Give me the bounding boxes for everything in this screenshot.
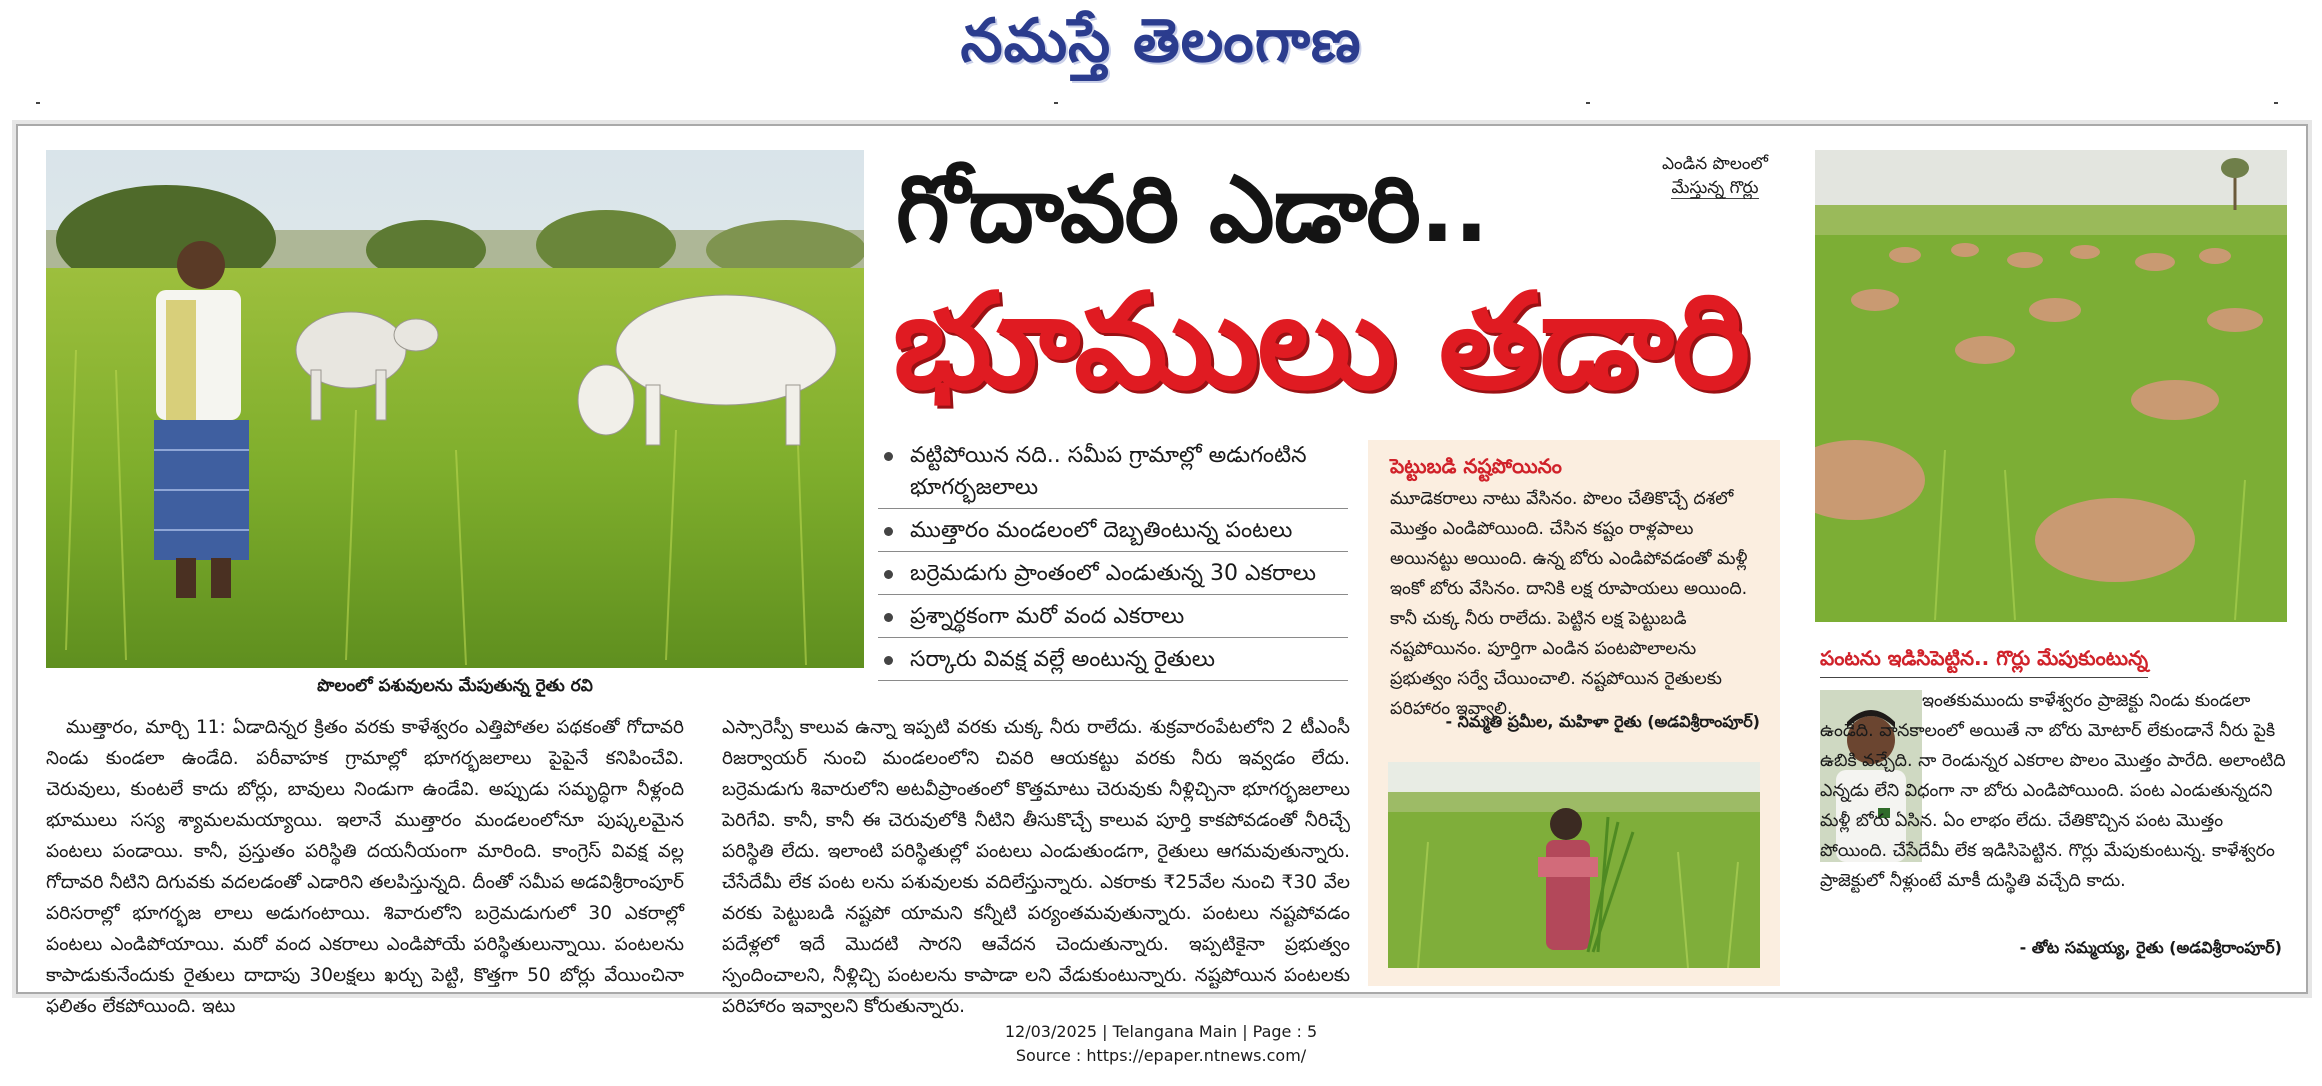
main-photo-caption: పొలంలో పశువులను మేపుతున్న రైతు రవి [317, 676, 593, 696]
woman-farmer-image [1388, 762, 1760, 968]
goats-field-image [1815, 150, 2287, 622]
quote-box-title: పెట్టుబడి నష్టపోయినం [1390, 454, 1562, 478]
side-photo-caption [1640, 152, 1790, 200]
right-box-title: పంటను ఇడిసిపెట్టిన.. గొర్లు మేపుకుంటున్న [1820, 646, 2148, 678]
masthead-logo: నమస్తే తెలంగాణ [960, 6, 1362, 76]
divider-tick [1586, 102, 1590, 104]
article-column-2: ఎస్సారెస్పీ కాలువ ఉన్నా ఇప్పటి వరకు చుక్క నీరు రాలేదు. శుక్రవారంపేటలోని 2 టీఎంసీ రిజర్వాయర్ నుంచి మండలంలోని చివరి ఆయకట్టు వరకు నీరు ఇవ్వడం లేదు. బర్రెమడుగు శివారులోని అటవీప్రాంతంలో కొత్తమాటు చెరువుకు నీళ్లిచ్చినా భూగర్భజలాలు పెరిగేవి. కానీ, కానీ ఈ చెరువులోకి నీటిని తీసుకొచ్చే కాలువ పూర్తి కాకపోవడంతో నీరిచ్చే పరిస్థితి లేదు. ఇలాంటి పరిస్థితుల్లో పంటలు ఎండుతుండగా, రైతులు ఆగమవుతున్నారు. చేసేదేమీ లేక పంట లను పశువులకు వదిలేస్తున్నారు. ఎకరాకు ₹25వేల నుంచి ₹30 వేల వరకు పెట్టుబడి నష్టపో యామని కన్నీటి పర్యంతమవుతున్నారు. పంటలు నష్టపోవడం పదేళ్లలో ఇదే మొదటి సారని ఆవేదన చెందుతున్నారు. ఇప్పటికైనా ప్రభుత్వం స్పందించాలని, నీళ్లిచ్చి పంటలను కాపాడా లని వేడుకుంటున్నారు. నష్టపోయిన పంటలకు పరిహారం ఇవ్వాలని కోరుతున్నారు. [722, 717, 1350, 1017]
article-column-1: ముత్తారం, మార్చి 11: ఏడాదిన్నర క్రితం వరకు కాళేశ్వరం ఎత్తిపోతల పథకంతో గోదావరి నిండు కుండలా ఉండేది. పరీవాహక గ్రామాల్లో భూగర్భజలాలు పైపైనే కనిపించేవి. చెరువులు, కుంటలే కాదు బోర్లు, బావులు నిండుగా ఉండేవి. అప్పుడు సమృద్ధిగా నీళ్లంది భూములు సస్య శ్యామలమయ్యాయి. ఇలానే ముత్తారం మండలంలోనూ పుష్కలమైన పంటలు పండాయి. కానీ, ప్రస్తుతం పరిస్థితి దయనీయంగా మారింది. కాంగ్రెస్ వివక్ష వల్ల గోదావరి నీటిని దిగువకు వదలడంతో ఎడారిని తలపిస్తున్నది. దీంతో సమీప అడవిశ్రీరాంపూర్ పరిసరాల్లో భూగర్భజ లాలు అడుగంటాయి. శివారులోని బర్రెమడుగులో 30 ఎకరాల్లో పంటలు ఎండిపోయాయి. మరో వంద ఎకరాలు ఎండిపోయే పరిస్థితులున్నాయి. పంటలను కాపాడుకునేందుకు రైతులు దాదాపు 30లక్షలు ఖర్చు పెట్టి, కొత్తగా 50 బోర్లు వేయించినా ఫలితం లేకపోయింది. ఇటు [46, 717, 684, 1017]
divider-tick [1054, 102, 1058, 104]
side-photo-caption-line1: ఎండిన పొలంలో [1661, 154, 1769, 174]
quote-box-signature: - నిమ్మతి ప్రమీల, మహిళా రైతు (అడవిశ్రీరాంపూర్) [1445, 712, 1760, 731]
divider-tick [36, 102, 40, 104]
right-box-text [1820, 686, 2290, 896]
quote-box-text: మూడెకరాలు నాటు వేసినం. పొలం చేతికొచ్చే దశలో మొత్తం ఎండిపోయింది. చేసిన కష్టం రాళ్లపాలు అయినట్టు అయింది. ఉన్న బోరు ఎండిపోవడంతో మళ్లీ ఇంకో బోరు వేసినం. దానికి లక్ష రూపాయలు అయింది. కానీ చుక్క నీరు రాలేదు. పెట్టిన లక్ష పెట్టుబడి నష్టపోయినం. పూర్తిగా ఎండిన పంటపొలాలను ప్రభుత్వం సర్వే చేయించాలి. నష్టపోయిన రైతులకు పరిహారం ఇవ్వాలి. [1390, 489, 1748, 719]
highlight-item: వట్టిపోయిన నది.. సమీప గ్రామాల్లో అడుగంటిన భూగర్భజలాలు [878, 440, 1348, 509]
farmer-cattle-image [46, 150, 864, 668]
highlight-item: సర్కారు వివక్ష వల్లే అంటున్న రైతులు [878, 644, 1348, 681]
right-box-signature: - తోట సమ్మయ్య, రైతు (అడవిశ్రీరాంపూర్) [2019, 938, 2282, 957]
headline-line1: గోదావరి ఎడారి.. [896, 156, 1488, 263]
footer-source-link[interactable]: Source : https://epaper.ntnews.com/ [1015, 1046, 1307, 1065]
divider-tick [2274, 102, 2278, 104]
highlight-item: ప్రశ్నార్థకంగా మరో వంద ఎకరాలు [878, 601, 1348, 638]
right-box-text-body: ఇంతకుముందు కాళేశ్వరం ప్రాజెక్టు నిండు కుండలా ఉండేది. వానకాలంలో అయితే నా బోరు మోటార్ లేకుండానే నీరు పైకి ఉబికి వచ్చేది. నా రెండున్నర ఎకరాల పొలం మొత్తం పారేది. అలాంటిది ఎన్నడు లేని విధంగా నా బోరు ఎండిపోయింది. పంట ఎండుతున్నదని మళ్లీ బోరు ఏసిన. ఏం లాభం లేదు. చేతికొచ్చిన పంట మొత్తం పోయింది. చేసేదేమీ లేక ఇడిసిపెట్టిన. గొర్లు మేపుకుంటున్న. కాళేశ్వరం ప్రాజెక్టులో నీళ్లుంటే మాకీ దుస్థితి వచ్చేది కాదు. [1820, 691, 2286, 891]
main-photo [46, 150, 864, 668]
farmer-quote-box [1368, 440, 1780, 986]
footer-edition-info: 12/03/2025 | Telangana Main | Page : 5 [1004, 1022, 1318, 1041]
woman-farmer-photo [1388, 762, 1760, 968]
highlights-list [878, 440, 1348, 687]
side-photo-caption-line2: మేస్తున్న గొర్లు [1671, 178, 1759, 198]
goats-photo [1815, 150, 2287, 622]
highlight-item: ముత్తారం మండలంలో దెబ్బతింటున్న పంటలు [878, 515, 1348, 552]
highlight-item: బర్రెమడుగు ప్రాంతంలో ఎండుతున్న 30 ఎకరాలు [878, 558, 1348, 595]
headline-line2: భూములు తడారి [893, 265, 1749, 419]
